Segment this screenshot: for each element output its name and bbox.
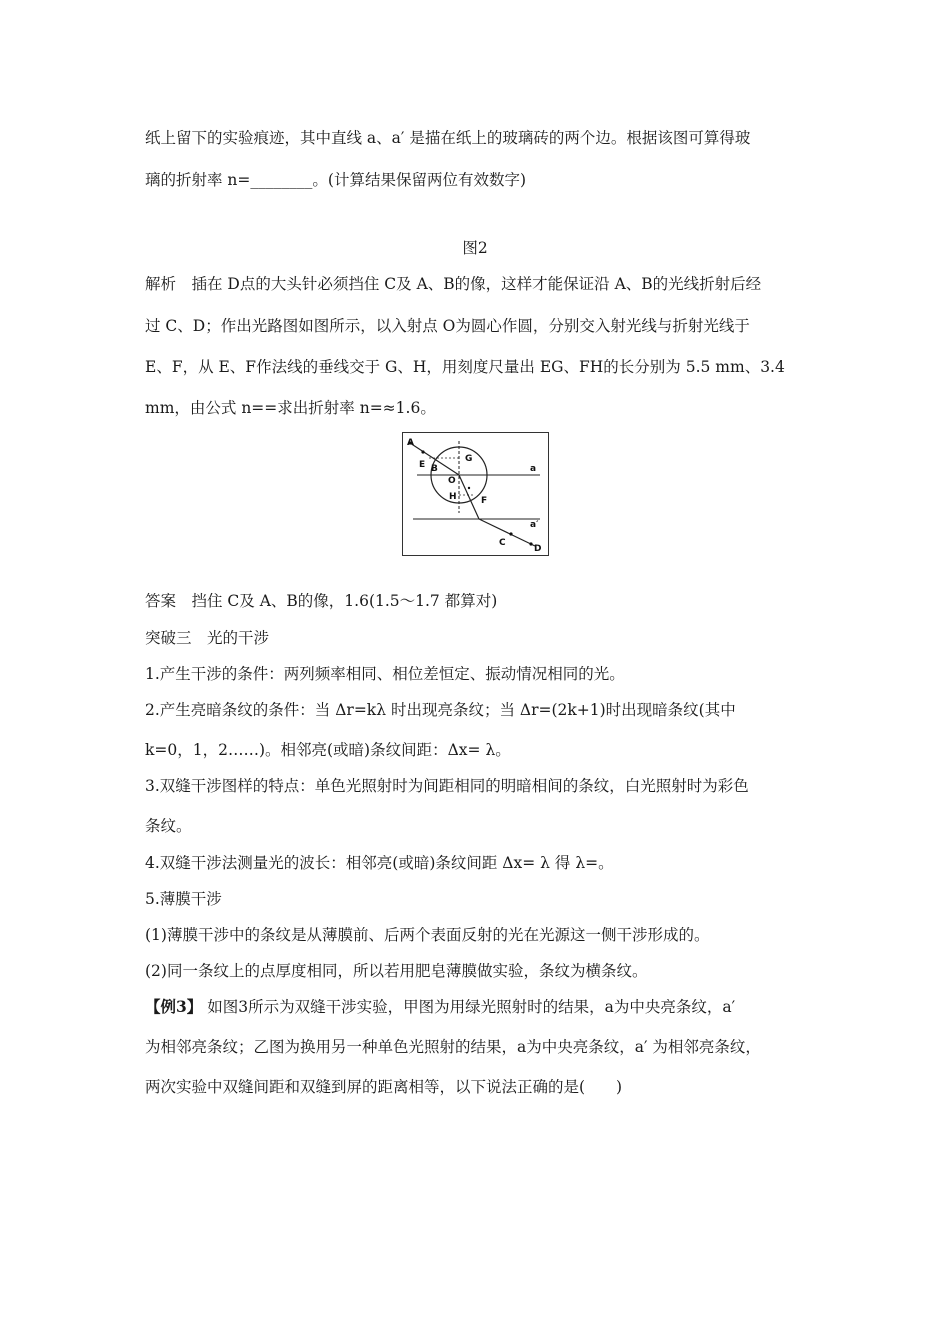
label-G: G <box>465 454 473 464</box>
pin-d <box>529 542 532 545</box>
refraction-diagram-svg <box>403 433 550 557</box>
point-5-2: (2)同一条纹上的点厚度相同，所以若用肥皂薄膜做实验，条纹为横条纹。 <box>145 962 648 980</box>
label-C: C <box>499 538 506 548</box>
label-H: H <box>449 492 457 502</box>
example-3-line: 为相邻亮条纹；乙图为换用另一种单色光照射的结果，a为中央亮条纹，a′ 为相邻亮条纹， <box>145 1038 761 1056</box>
text-line: 纸上留下的实验痕迹，其中直线 a、a′ 是描在纸上的玻璃砖的两个边。根据该图可算得玻 <box>145 129 751 147</box>
point-5-1: (1)薄膜干涉中的条纹是从薄膜前、后两个表面反射的光在光源这一侧干涉形成的。 <box>145 926 710 944</box>
analysis-line: 解析 插在 D点的大头针必须挡住 C及 A、B的像，这样才能保证沿 A、B的光线折射后经 <box>145 275 762 293</box>
exit-ray <box>479 519 535 546</box>
point-4: 4.双缝干涉法测量光的波长：相邻亮(或暗)条纹间距 Δx= λ 得 λ=。 <box>145 854 614 872</box>
analysis-line: 过 C、D；作出光路图如图所示，以入射点 O为圆心作圆，分别交入射光线与折射光线于 <box>145 317 750 335</box>
point-1: 1.产生干涉的条件：两列频率相同、相位差恒定、振动情况相同的光。 <box>145 665 625 683</box>
example-3-tag: 【例3】 <box>145 997 203 1016</box>
example-3-line <box>145 997 815 1017</box>
section-heading: 突破三 光的干涉 <box>145 629 270 647</box>
label-D: D <box>534 544 542 554</box>
label-B: B <box>431 464 438 474</box>
point-3-cont: 条纹。 <box>145 817 192 835</box>
label-a-prime: a′ <box>530 520 539 530</box>
point-2: 2.产生亮暗条纹的条件：当 Δr=kλ 时出现亮条纹；当 Δr=(2k+1)时出现暗条纹(其中 <box>145 701 736 719</box>
point-f-dot <box>468 487 470 489</box>
pin-b <box>421 450 424 453</box>
refraction-diagram <box>402 432 549 556</box>
label-F: F <box>481 496 488 506</box>
point-3: 3.双缝干涉图样的特点：单色光照射时为间距相同的明暗相间的条纹，白光照射时为彩色 <box>145 777 749 795</box>
label-A: A <box>407 438 414 448</box>
point-5: 5.薄膜干涉 <box>145 890 222 908</box>
analysis-line: E、F，从 E、F作法线的垂线交于 G、H，用刻度尺量出 EG、FH的长分别为 5.5 mm、3.4 <box>145 358 785 376</box>
example-3-text: 如图3所示为双缝干涉实验，甲图为用绿光照射时的结果，a为中央亮条纹，a′ <box>207 998 736 1016</box>
example-3-line: 两次实验中双缝间距和双缝到屏的距离相等，以下说法正确的是( ) <box>145 1078 623 1096</box>
pin-c <box>509 532 512 535</box>
answer-line: 答案 挡住 C及 A、B的像，1.6(1.5～1.7 都算对) <box>145 592 498 610</box>
text-line: 璃的折射率 n=________。(计算结果保留两位有效数字) <box>145 171 526 189</box>
point-2-cont: k=0，1，2……)。相邻亮(或暗)条纹间距：Δx= λ。 <box>145 741 511 759</box>
figure-caption: 图2 <box>462 239 488 257</box>
label-a: a <box>530 464 537 474</box>
label-E: E <box>419 460 426 470</box>
analysis-line: mm，由公式 n==求出折射率 n=≈1.6。 <box>145 399 436 417</box>
label-O: O <box>448 476 456 486</box>
